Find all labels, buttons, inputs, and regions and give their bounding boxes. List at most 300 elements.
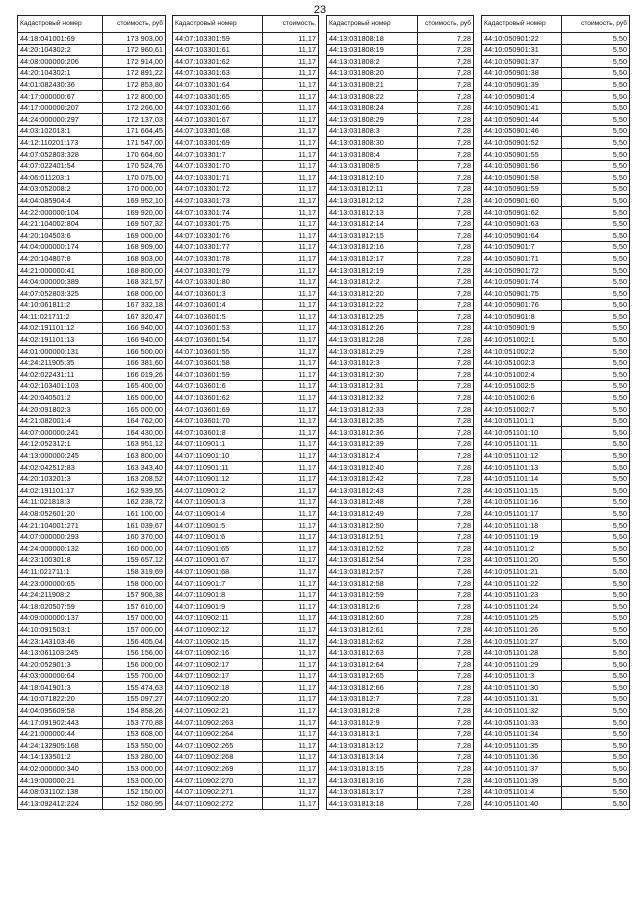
table-row: [173, 183, 319, 195]
cost-cell: 5,50: [562, 427, 630, 439]
cadastral-number-cell: 44:07:110902:272: [173, 798, 263, 810]
table-row: [173, 450, 319, 462]
header-cost: стоимость, руб: [562, 16, 630, 33]
table-row: [327, 195, 474, 207]
table-row: [482, 137, 630, 149]
cadastral-number-cell: 44:10:051101:30: [482, 682, 562, 694]
table-row: [18, 56, 166, 68]
cost-cell: 166 940,00: [103, 334, 166, 346]
cadastral-number-cell: 44:13:031812:64: [327, 659, 418, 671]
cadastral-number-cell: 44:10:051101:32: [482, 705, 562, 717]
cadastral-number-cell: 44:22:000000:104: [18, 206, 103, 218]
cadastral-number-cell: 44:07:103301:66: [173, 102, 263, 114]
table-row: [482, 253, 630, 265]
cost-cell: 7,28: [418, 230, 474, 242]
table-row: [482, 496, 630, 508]
cadastral-number-cell: 44:13:031812:49: [327, 508, 418, 520]
table-row: [327, 612, 474, 624]
table-row: [18, 751, 166, 763]
cost-cell: 11,17: [263, 798, 319, 810]
table-row: [18, 264, 166, 276]
cadastral-number-cell: 44:10:051101:26: [482, 624, 562, 636]
cost-cell: 5,50: [562, 102, 630, 114]
table-row: [18, 33, 166, 45]
cadastral-number-cell: 44:24:000000:132: [18, 543, 103, 555]
cadastral-number-cell: 44:13:031812:58: [327, 577, 418, 589]
cost-cell: 5,50: [562, 218, 630, 230]
cost-cell: 7,28: [418, 485, 474, 497]
cadastral-number-cell: 44:13:031812:33: [327, 404, 418, 416]
table-row: [482, 485, 630, 497]
cadastral-number-cell: 44:07:103601:5: [173, 311, 263, 323]
table-row: [18, 566, 166, 578]
cadastral-number-cell: 44:10:050901:39: [482, 79, 562, 91]
table-row: [327, 125, 474, 137]
cost-cell: 7,28: [418, 195, 474, 207]
table-row: [482, 728, 630, 740]
table-row: [327, 44, 474, 56]
table-row: [482, 322, 630, 334]
cost-cell: 11,17: [263, 531, 319, 543]
cadastral-number-cell: 44:13:031812:35: [327, 415, 418, 427]
table-row: [327, 717, 474, 729]
cost-cell: 153 608,00: [103, 728, 166, 740]
cadastral-number-cell: 44:13:031812:28: [327, 334, 418, 346]
table-row: [173, 751, 319, 763]
table-row: [18, 519, 166, 531]
cost-cell: 169 000,00: [103, 230, 166, 242]
table-row: [327, 137, 474, 149]
cadastral-number-cell: 44:07:103301:65: [173, 90, 263, 102]
table-row: [18, 253, 166, 265]
cadastral-table-2: [172, 15, 319, 810]
table-row: [482, 659, 630, 671]
cadastral-number-cell: 44:17:091902:443: [18, 717, 103, 729]
cost-cell: 157 906,38: [103, 589, 166, 601]
cadastral-number-cell: 44:13:031808:29: [327, 114, 418, 126]
cost-cell: 156 405,04: [103, 635, 166, 647]
cadastral-number-cell: 44:07:103301:78: [173, 253, 263, 265]
cadastral-number-cell: 44:13:031812:25: [327, 311, 418, 323]
cadastral-number-cell: 44:21:104001:271: [18, 519, 103, 531]
cost-cell: 170 664,60: [103, 148, 166, 160]
cadastral-number-cell: 44:07:110901:68: [173, 566, 263, 578]
cost-cell: 157 000,00: [103, 612, 166, 624]
table-row: [18, 114, 166, 126]
table-row: [482, 693, 630, 705]
cost-cell: 11,17: [263, 508, 319, 520]
table-row: [327, 647, 474, 659]
cadastral-number-cell: 44:13:061103:245: [18, 647, 103, 659]
cost-cell: 5,50: [562, 114, 630, 126]
cost-cell: 11,17: [263, 427, 319, 439]
table-row: [327, 775, 474, 787]
cost-cell: 5,50: [562, 125, 630, 137]
cost-cell: 5,50: [562, 288, 630, 300]
cadastral-number-cell: 44:13:031812:39: [327, 438, 418, 450]
cost-cell: 5,50: [562, 148, 630, 160]
cost-cell: 5,50: [562, 334, 630, 346]
cadastral-number-cell: 44:13:031808:2: [327, 56, 418, 68]
table-row: [482, 276, 630, 288]
table-row: [173, 601, 319, 613]
cadastral-number-cell: 44:04:000000:389: [18, 276, 103, 288]
cost-cell: 11,17: [263, 218, 319, 230]
table-row: [173, 717, 319, 729]
header-code: Кадастровый номер: [18, 16, 103, 33]
cost-cell: 165 000,00: [103, 404, 166, 416]
cadastral-number-cell: 44:02:000000:340: [18, 763, 103, 775]
cadastral-number-cell: 44:18:041901:3: [18, 682, 103, 694]
cadastral-number-cell: 44:07:103301:64: [173, 79, 263, 91]
cost-cell: 5,50: [562, 44, 630, 56]
table-row: [482, 554, 630, 566]
table-row: [173, 276, 319, 288]
cadastral-number-cell: 44:10:051101:28: [482, 647, 562, 659]
cost-cell: 5,50: [562, 775, 630, 787]
cost-cell: 172 800,00: [103, 90, 166, 102]
cost-cell: 7,28: [418, 160, 474, 172]
table-row: [18, 44, 166, 56]
cost-cell: 11,17: [263, 172, 319, 184]
cost-cell: 7,28: [418, 137, 474, 149]
table-row: [173, 728, 319, 740]
cost-cell: 11,17: [263, 102, 319, 114]
table-row: [173, 206, 319, 218]
table-row: [173, 647, 319, 659]
table-row: [173, 461, 319, 473]
cost-cell: 11,17: [263, 322, 319, 334]
table-row: [173, 369, 319, 381]
cadastral-number-cell: 44:13:031808:22: [327, 90, 418, 102]
cadastral-number-cell: 44:07:110902:12: [173, 624, 263, 636]
cadastral-number-cell: 44:13:031812:4: [327, 450, 418, 462]
cadastral-number-cell: 44:24:211908:2: [18, 589, 103, 601]
cadastral-number-cell: 44:13:031812:20: [327, 288, 418, 300]
cadastral-number-cell: 44:13:031812:52: [327, 543, 418, 555]
cadastral-number-cell: 44:10:050901:41: [482, 102, 562, 114]
cost-cell: 5,50: [562, 160, 630, 172]
cadastral-number-cell: 44:10:051101:1: [482, 415, 562, 427]
cost-cell: 11,17: [263, 33, 319, 45]
table-row: [327, 798, 474, 810]
table-row: [482, 601, 630, 613]
cadastral-number-cell: 44:13:031812:19: [327, 264, 418, 276]
table-row: [173, 160, 319, 172]
table-row: [173, 554, 319, 566]
cost-cell: 7,28: [418, 369, 474, 381]
cost-cell: 11,17: [263, 311, 319, 323]
cadastral-number-cell: 44:14:133501:2: [18, 751, 103, 763]
cadastral-number-cell: 44:13:031813:12: [327, 740, 418, 752]
table-row: [482, 230, 630, 242]
cadastral-number-cell: 44:10:051101:33: [482, 717, 562, 729]
cost-cell: 7,28: [418, 404, 474, 416]
table-row: [327, 508, 474, 520]
cadastral-number-cell: 44:10:050901:22: [482, 33, 562, 45]
cadastral-number-cell: 44:10:050901:37: [482, 56, 562, 68]
cadastral-number-cell: 44:08:052601:20: [18, 508, 103, 520]
cadastral-number-cell: 44:10:050901:62: [482, 206, 562, 218]
table-row: [327, 554, 474, 566]
cost-cell: 7,28: [418, 102, 474, 114]
cadastral-number-cell: 44:07:103301:62: [173, 56, 263, 68]
cadastral-number-cell: 44:13:031812:63: [327, 647, 418, 659]
cost-cell: 162 939,55: [103, 485, 166, 497]
cadastral-number-cell: 44:13:031812:26: [327, 322, 418, 334]
cadastral-number-cell: 44:10:051101:17: [482, 508, 562, 520]
cadastral-number-cell: 44:13:031812:15: [327, 230, 418, 242]
cadastral-number-cell: 44:02:042512:83: [18, 461, 103, 473]
cost-cell: 11,17: [263, 601, 319, 613]
cost-cell: 11,17: [263, 543, 319, 555]
cadastral-number-cell: 44:07:103301:59: [173, 33, 263, 45]
table-row: [18, 763, 166, 775]
cost-cell: 5,50: [562, 624, 630, 636]
cost-cell: 163 951,12: [103, 438, 166, 450]
cadastral-number-cell: 44:13:031812:11: [327, 183, 418, 195]
cadastral-number-cell: 44:10:050901:56: [482, 160, 562, 172]
cadastral-number-cell: 44:10:051101:31: [482, 693, 562, 705]
cadastral-number-cell: 44:10:050901:52: [482, 137, 562, 149]
cadastral-number-cell: 44:20:103201:3: [18, 473, 103, 485]
cost-cell: 11,17: [263, 357, 319, 369]
table-row: [173, 740, 319, 752]
cost-cell: 7,28: [418, 125, 474, 137]
table-row: [173, 125, 319, 137]
cadastral-number-cell: 44:07:110901:1: [173, 438, 263, 450]
cost-cell: 11,17: [263, 369, 319, 381]
cost-cell: 159 657,12: [103, 554, 166, 566]
cost-cell: 5,50: [562, 693, 630, 705]
cost-cell: 11,17: [263, 740, 319, 752]
cost-cell: 11,17: [263, 67, 319, 79]
cadastral-number-cell: 44:20:104503:6: [18, 230, 103, 242]
cost-cell: 5,50: [562, 728, 630, 740]
cadastral-number-cell: 44:01:000000:131: [18, 346, 103, 358]
cadastral-number-cell: 44:07:022401:54: [18, 160, 103, 172]
cost-cell: 153 000,00: [103, 775, 166, 787]
cadastral-number-cell: 44:24:000000:297: [18, 114, 103, 126]
table-row: [327, 751, 474, 763]
cost-cell: 5,50: [562, 380, 630, 392]
cost-cell: 7,28: [418, 589, 474, 601]
cost-cell: 11,17: [263, 392, 319, 404]
cost-cell: 7,28: [418, 148, 474, 160]
table-row: [18, 717, 166, 729]
cadastral-number-cell: 44:10:051002:7: [482, 404, 562, 416]
table-row: [327, 56, 474, 68]
cadastral-number-cell: 44:07:103601:54: [173, 334, 263, 346]
table-row: [482, 172, 630, 184]
cadastral-number-cell: 44:13:031812:36: [327, 427, 418, 439]
cost-cell: 166 381,60: [103, 357, 166, 369]
page-number: 23: [313, 4, 327, 16]
table-row: [18, 79, 166, 91]
table-row: [482, 67, 630, 79]
cadastral-number-cell: 44:10:050901:60: [482, 195, 562, 207]
table-row: [18, 798, 166, 810]
cost-cell: 5,50: [562, 647, 630, 659]
cadastral-number-cell: 44:10:051101:11: [482, 438, 562, 450]
table-row: [327, 566, 474, 578]
cost-cell: 5,50: [562, 786, 630, 798]
cadastral-number-cell: 44:07:103601:70: [173, 415, 263, 427]
cost-cell: 11,17: [263, 79, 319, 91]
cost-cell: 168 909,00: [103, 241, 166, 253]
cadastral-number-cell: 44:13:031812:65: [327, 670, 418, 682]
table-row: [327, 473, 474, 485]
cost-cell: 5,50: [562, 415, 630, 427]
table-row: [18, 415, 166, 427]
cadastral-number-cell: 44:10:050901:46: [482, 125, 562, 137]
table-row: [327, 450, 474, 462]
cost-cell: 11,17: [263, 125, 319, 137]
cost-cell: 5,50: [562, 357, 630, 369]
cost-cell: 155 700,00: [103, 670, 166, 682]
table-row: [173, 241, 319, 253]
cost-cell: 5,50: [562, 798, 630, 810]
cost-cell: 153 000,00: [103, 763, 166, 775]
table-row: [327, 705, 474, 717]
cadastral-number-cell: 44:07:110902:11: [173, 612, 263, 624]
cadastral-number-cell: 44:10:061811:2: [18, 299, 103, 311]
cost-cell: 5,50: [562, 519, 630, 531]
table-row: [482, 299, 630, 311]
table-row: [173, 659, 319, 671]
cost-cell: 158 000,00: [103, 577, 166, 589]
table-row: [173, 230, 319, 242]
cadastral-number-cell: 44:10:050901:7: [482, 241, 562, 253]
table-row: [173, 253, 319, 265]
cadastral-number-cell: 44:10:050901:44: [482, 114, 562, 126]
cost-cell: 155 097,27: [103, 693, 166, 705]
cadastral-number-cell: 44:10:051101:19: [482, 531, 562, 543]
cost-cell: 7,28: [418, 392, 474, 404]
cadastral-number-cell: 44:07:103301:69: [173, 137, 263, 149]
table-row: [327, 404, 474, 416]
cost-cell: 153 280,00: [103, 751, 166, 763]
cadastral-number-cell: 44:13:031812:51: [327, 531, 418, 543]
table-row: [18, 659, 166, 671]
cadastral-number-cell: 44:10:051101:22: [482, 577, 562, 589]
table-row: [482, 589, 630, 601]
cadastral-number-cell: 44:13:031812:61: [327, 624, 418, 636]
table-row: [482, 577, 630, 589]
table-row: [327, 218, 474, 230]
table-row: [18, 334, 166, 346]
table-row: [173, 90, 319, 102]
cadastral-number-cell: 44:07:110901:5: [173, 519, 263, 531]
table-row: [18, 206, 166, 218]
cost-cell: 11,17: [263, 438, 319, 450]
cost-cell: 164 430,00: [103, 427, 166, 439]
table-row: [482, 508, 630, 520]
cadastral-number-cell: 44:13:031812:54: [327, 554, 418, 566]
cost-cell: 5,50: [562, 705, 630, 717]
cadastral-number-cell: 44:07:110901:11: [173, 461, 263, 473]
cadastral-number-cell: 44:13:031812:42: [327, 473, 418, 485]
cost-cell: 7,28: [418, 659, 474, 671]
cadastral-number-cell: 44:20:104302:1: [18, 67, 103, 79]
cadastral-number-cell: 44:13:031812:8: [327, 705, 418, 717]
table-row: [18, 473, 166, 485]
cadastral-number-cell: 44:07:110901:10: [173, 450, 263, 462]
cadastral-number-cell: 44:13:031812:40: [327, 461, 418, 473]
table-row: [482, 241, 630, 253]
cost-cell: 11,17: [263, 577, 319, 589]
cadastral-number-cell: 44:13:031808:21: [327, 79, 418, 91]
cadastral-number-cell: 44:09:000000:137: [18, 612, 103, 624]
table-row: [327, 276, 474, 288]
cost-cell: 11,17: [263, 264, 319, 276]
cost-cell: 5,50: [562, 485, 630, 497]
cadastral-number-cell: 44:10:051101:29: [482, 659, 562, 671]
cadastral-number-cell: 44:10:051101:25: [482, 612, 562, 624]
cost-cell: 5,50: [562, 90, 630, 102]
cadastral-number-cell: 44:13:031812:12: [327, 195, 418, 207]
cadastral-number-cell: 44:13:031813:1: [327, 728, 418, 740]
table-row: [173, 624, 319, 636]
header-code: Кадастровый номер: [327, 16, 418, 33]
table-row: [327, 427, 474, 439]
cost-cell: 5,50: [562, 56, 630, 68]
cadastral-number-cell: 44:07:110901:65: [173, 543, 263, 555]
table-row: [173, 508, 319, 520]
table-row: [18, 67, 166, 79]
cadastral-number-cell: 44:04:000000:174: [18, 241, 103, 253]
table-row: [18, 357, 166, 369]
cost-cell: 172 960,61: [103, 44, 166, 56]
table-row: [482, 473, 630, 485]
cost-cell: 156 000,00: [103, 659, 166, 671]
cadastral-number-cell: 44:08:031102:138: [18, 786, 103, 798]
table-row: [327, 33, 474, 45]
cost-cell: 7,28: [418, 67, 474, 79]
cadastral-number-cell: 44:07:110902:265: [173, 740, 263, 752]
table-row: [327, 461, 474, 473]
table-row: [327, 183, 474, 195]
cadastral-number-cell: 44:07:103301:7: [173, 148, 263, 160]
cost-cell: 11,17: [263, 693, 319, 705]
cadastral-number-cell: 44:07:103301:71: [173, 172, 263, 184]
cadastral-number-cell: 44:10:050901:74: [482, 276, 562, 288]
table-row: [327, 740, 474, 752]
cost-cell: 171 664,45: [103, 125, 166, 137]
cost-cell: 7,28: [418, 346, 474, 358]
cadastral-number-cell: 44:13:031812:16: [327, 241, 418, 253]
cost-cell: 5,50: [562, 589, 630, 601]
cost-cell: 5,50: [562, 566, 630, 578]
table-row: [482, 415, 630, 427]
table-row: [482, 357, 630, 369]
cadastral-number-cell: 44:13:031812:66: [327, 682, 418, 694]
cadastral-number-cell: 44:10:051101:21: [482, 566, 562, 578]
cost-cell: 168 321,57: [103, 276, 166, 288]
cost-cell: 7,28: [418, 218, 474, 230]
table-row: [482, 125, 630, 137]
table-row: [173, 473, 319, 485]
table-row: [327, 299, 474, 311]
cost-cell: 5,50: [562, 276, 630, 288]
cadastral-number-cell: 44:07:110901:2: [173, 485, 263, 497]
table-row: [18, 601, 166, 613]
cadastral-number-cell: 44:07:110901:4: [173, 508, 263, 520]
cadastral-number-cell: 44:10:051101:12: [482, 450, 562, 462]
cost-cell: 11,17: [263, 473, 319, 485]
cadastral-number-cell: 44:11:021711:1: [18, 566, 103, 578]
cost-cell: 7,28: [418, 438, 474, 450]
